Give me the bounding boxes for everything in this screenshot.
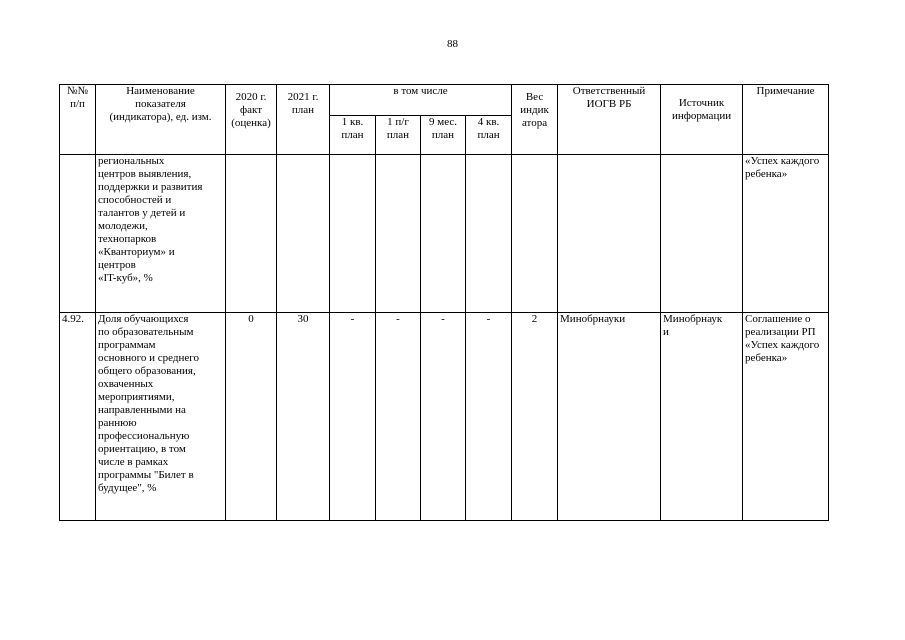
header-name: Наименование показателя (индикатора), ед. изм. bbox=[96, 85, 226, 155]
cell-note: Соглашение о реализации РП «Успех каждого ребенка» bbox=[743, 313, 829, 521]
page-number: 88 bbox=[447, 38, 458, 50]
cell-name: региональных центров выявления, поддержки и развития способностей и талантов у детей и молодежи, технопарков «Кванториум» и центров «IT-куб», % bbox=[96, 155, 226, 313]
header-source: Источник информации bbox=[661, 85, 743, 155]
header-9m: 9 мес. план bbox=[421, 116, 466, 155]
indicators-table bbox=[59, 84, 829, 521]
header-weight: Вес индик атора bbox=[512, 85, 558, 155]
cell-source bbox=[661, 155, 743, 313]
cell-num: 4.92. bbox=[60, 313, 96, 521]
header-num: №№ п/п bbox=[60, 85, 96, 155]
cell-weight: 2 bbox=[512, 313, 558, 521]
cell-9m: - bbox=[421, 313, 466, 521]
cell-responsible bbox=[558, 155, 661, 313]
cell-h1: - bbox=[376, 313, 421, 521]
cell-source: Минобрнаук и bbox=[661, 313, 743, 521]
cell-num bbox=[60, 155, 96, 313]
header-fact-2020: 2020 г. факт (оценка) bbox=[226, 85, 277, 155]
cell-q4 bbox=[466, 155, 512, 313]
cell-h1 bbox=[376, 155, 421, 313]
header-q1: 1 кв. план bbox=[330, 116, 376, 155]
cell-plan-2021: 30 bbox=[277, 313, 330, 521]
table-row bbox=[60, 155, 829, 313]
cell-plan-2021 bbox=[277, 155, 330, 313]
header-q4: 4 кв. план bbox=[466, 116, 512, 155]
header-note: Примечание bbox=[743, 85, 829, 155]
cell-q1 bbox=[330, 155, 376, 313]
cell-weight bbox=[512, 155, 558, 313]
cell-fact-2020 bbox=[226, 155, 277, 313]
header-h1: 1 п/г план bbox=[376, 116, 421, 155]
cell-note: «Успех каждого ребенка» bbox=[743, 155, 829, 313]
header-plan-2021: 2021 г. план bbox=[277, 85, 330, 155]
cell-q1: - bbox=[330, 313, 376, 521]
cell-9m bbox=[421, 155, 466, 313]
cell-fact-2020: 0 bbox=[226, 313, 277, 521]
table-row bbox=[60, 313, 829, 521]
cell-responsible: Минобрнауки bbox=[558, 313, 661, 521]
header-responsible: Ответственный ИОГВ РБ bbox=[558, 85, 661, 155]
cell-name: Доля обучающихся по образовательным программам основного и среднего общего образования, охваченных мероприятиями, направленными на раннюю профессиональную ориентацию, в том числе в рамках программы "Билет в будущее", % bbox=[96, 313, 226, 521]
header-including: в том числе bbox=[330, 85, 512, 116]
cell-q4: - bbox=[466, 313, 512, 521]
